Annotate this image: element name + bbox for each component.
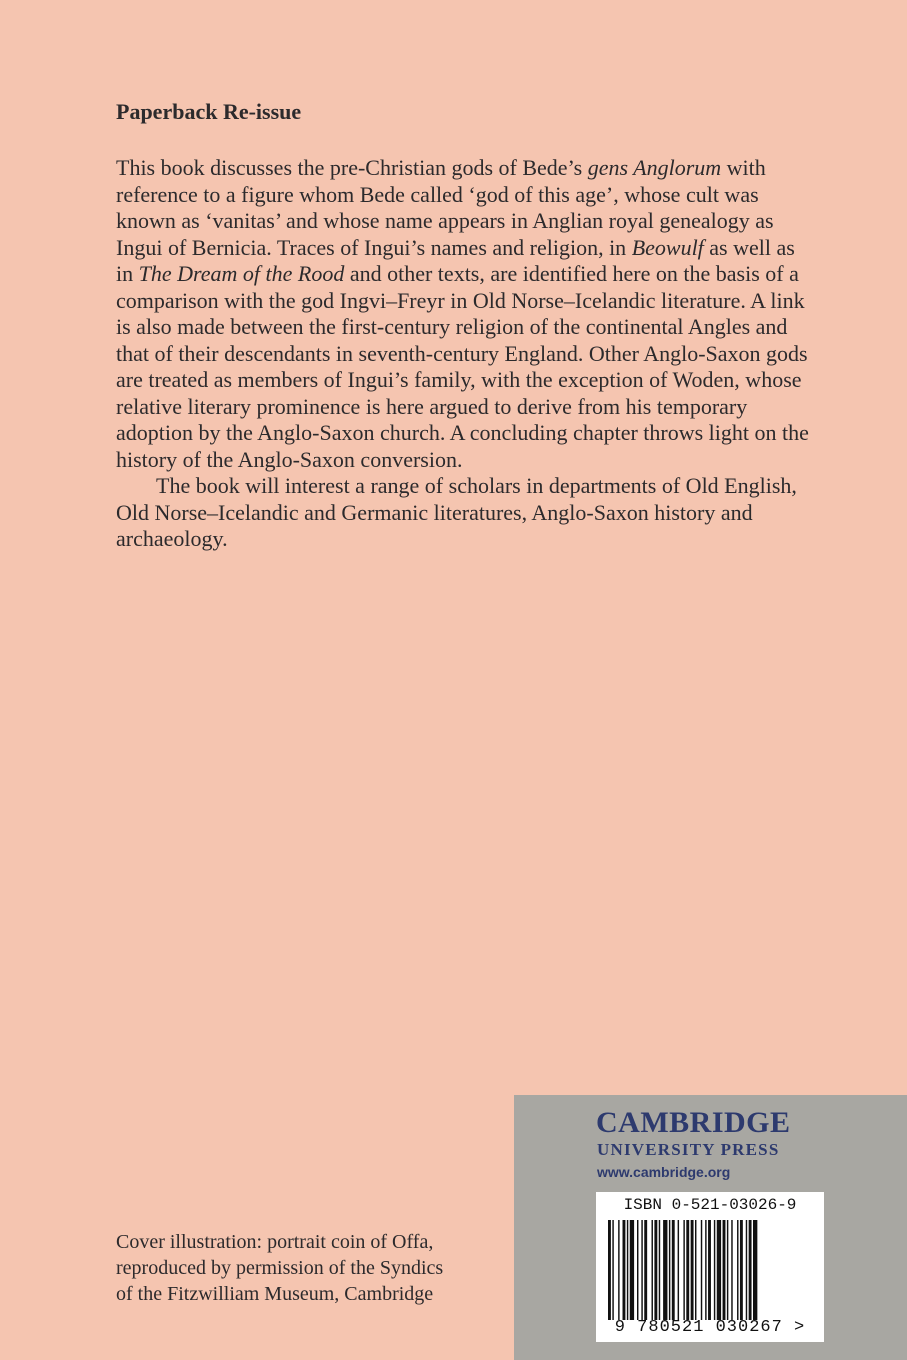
barcode-bar xyxy=(627,1220,628,1320)
italic-title: The Dream of the Rood xyxy=(138,261,345,286)
barcode-bar xyxy=(714,1220,715,1320)
barcode-bar xyxy=(683,1220,684,1320)
barcode-bar xyxy=(691,1220,694,1320)
ean-digits: 9 780521 030267 > xyxy=(614,1318,806,1337)
barcode-bar xyxy=(705,1220,706,1320)
barcode-bar xyxy=(701,1220,702,1320)
isbn-number: ISBN 0-521-03026-9 xyxy=(623,1196,797,1214)
barcode-bar xyxy=(641,1220,642,1320)
barcode-bar xyxy=(623,1220,626,1320)
barcode-bar xyxy=(686,1220,689,1320)
description-paragraph-1 xyxy=(116,155,816,473)
barcode-bar xyxy=(727,1220,728,1320)
italic-title: Beowulf xyxy=(631,234,704,260)
credit-line-2: reproduced by permission of the Syndics xyxy=(116,1257,444,1279)
barcode-bar xyxy=(723,1220,726,1320)
barcode-bar xyxy=(740,1220,743,1320)
barcode-bar xyxy=(669,1220,670,1320)
barcode-bar xyxy=(753,1220,757,1320)
text-segment: and other texts, are identified here on the basis of a comparison with the god Ingvi–Freyr in Old Norse–Icelandic literature. A link is also made between the first-century religion of the continental Angles and that of their descendants in seventh-century England. Other Anglo-Saxon gods are treated as members of Ingui’s family, with the exception of Woden, whose relative literary prominence is here argued to derive from his temporary adoption by the Anglo-Saxon church. A concluding chapter throws light on the history of the Anglo-Saxon conversion. xyxy=(116,261,809,472)
text-segment: This book discusses the pre-Christian gods of Bede’s xyxy=(116,155,588,180)
credit-line-1: Cover illustration: portrait coin of Offa, xyxy=(116,1231,434,1253)
barcode-bar xyxy=(644,1220,647,1320)
italic-title: gens Anglorum xyxy=(587,155,722,180)
barcode-bar xyxy=(618,1220,619,1320)
text-segment: as well as in xyxy=(116,234,795,286)
publisher-panel xyxy=(514,1095,907,1360)
barcode-bar xyxy=(695,1220,696,1320)
barcode-icon xyxy=(608,1220,808,1320)
barcode-bar xyxy=(708,1220,711,1320)
publisher-url: www.cambridge.org xyxy=(597,1164,731,1180)
barcode-bar xyxy=(672,1220,675,1320)
publisher-subtitle: UNIVERSITY PRESS xyxy=(597,1140,780,1159)
barcode-bar xyxy=(737,1220,738,1320)
section-heading: Paperback Re-issue xyxy=(116,99,302,124)
barcode-bar xyxy=(608,1220,611,1320)
cover-credit xyxy=(116,1229,443,1307)
barcode-bar xyxy=(663,1220,667,1320)
barcode-bar xyxy=(637,1220,638,1320)
barcode-bar xyxy=(746,1220,747,1320)
barcode-box xyxy=(596,1192,824,1342)
barcode-bar xyxy=(749,1220,752,1320)
barcode-bar xyxy=(652,1220,653,1320)
barcode-bar xyxy=(659,1220,660,1320)
description-paragraph-2: The book will interest a range of scholars in departments of Old English, Old Norse–Icelandic and Germanic literatures, Anglo-Saxon history and archaeology. xyxy=(116,473,797,551)
barcode-bar xyxy=(717,1220,721,1320)
barcode-bar xyxy=(731,1220,732,1320)
barcode-bar xyxy=(612,1220,613,1320)
publisher-name: CAMBRIDGE xyxy=(596,1106,791,1139)
barcode-bar xyxy=(654,1220,657,1320)
book-description xyxy=(116,155,816,553)
text-segment: with reference to a figure whom Bede called ‘god of this age’, whose cult was known as ‘vanitas’ and whose name appears in Anglian royal genealogy as Ingui of Bernicia. Traces of Ingui’s names and religion, in xyxy=(116,155,774,260)
barcode-bar xyxy=(678,1220,679,1320)
barcode-bar xyxy=(630,1220,634,1320)
credit-line-3: of the Fitzwilliam Museum, Cambridge xyxy=(116,1283,434,1305)
